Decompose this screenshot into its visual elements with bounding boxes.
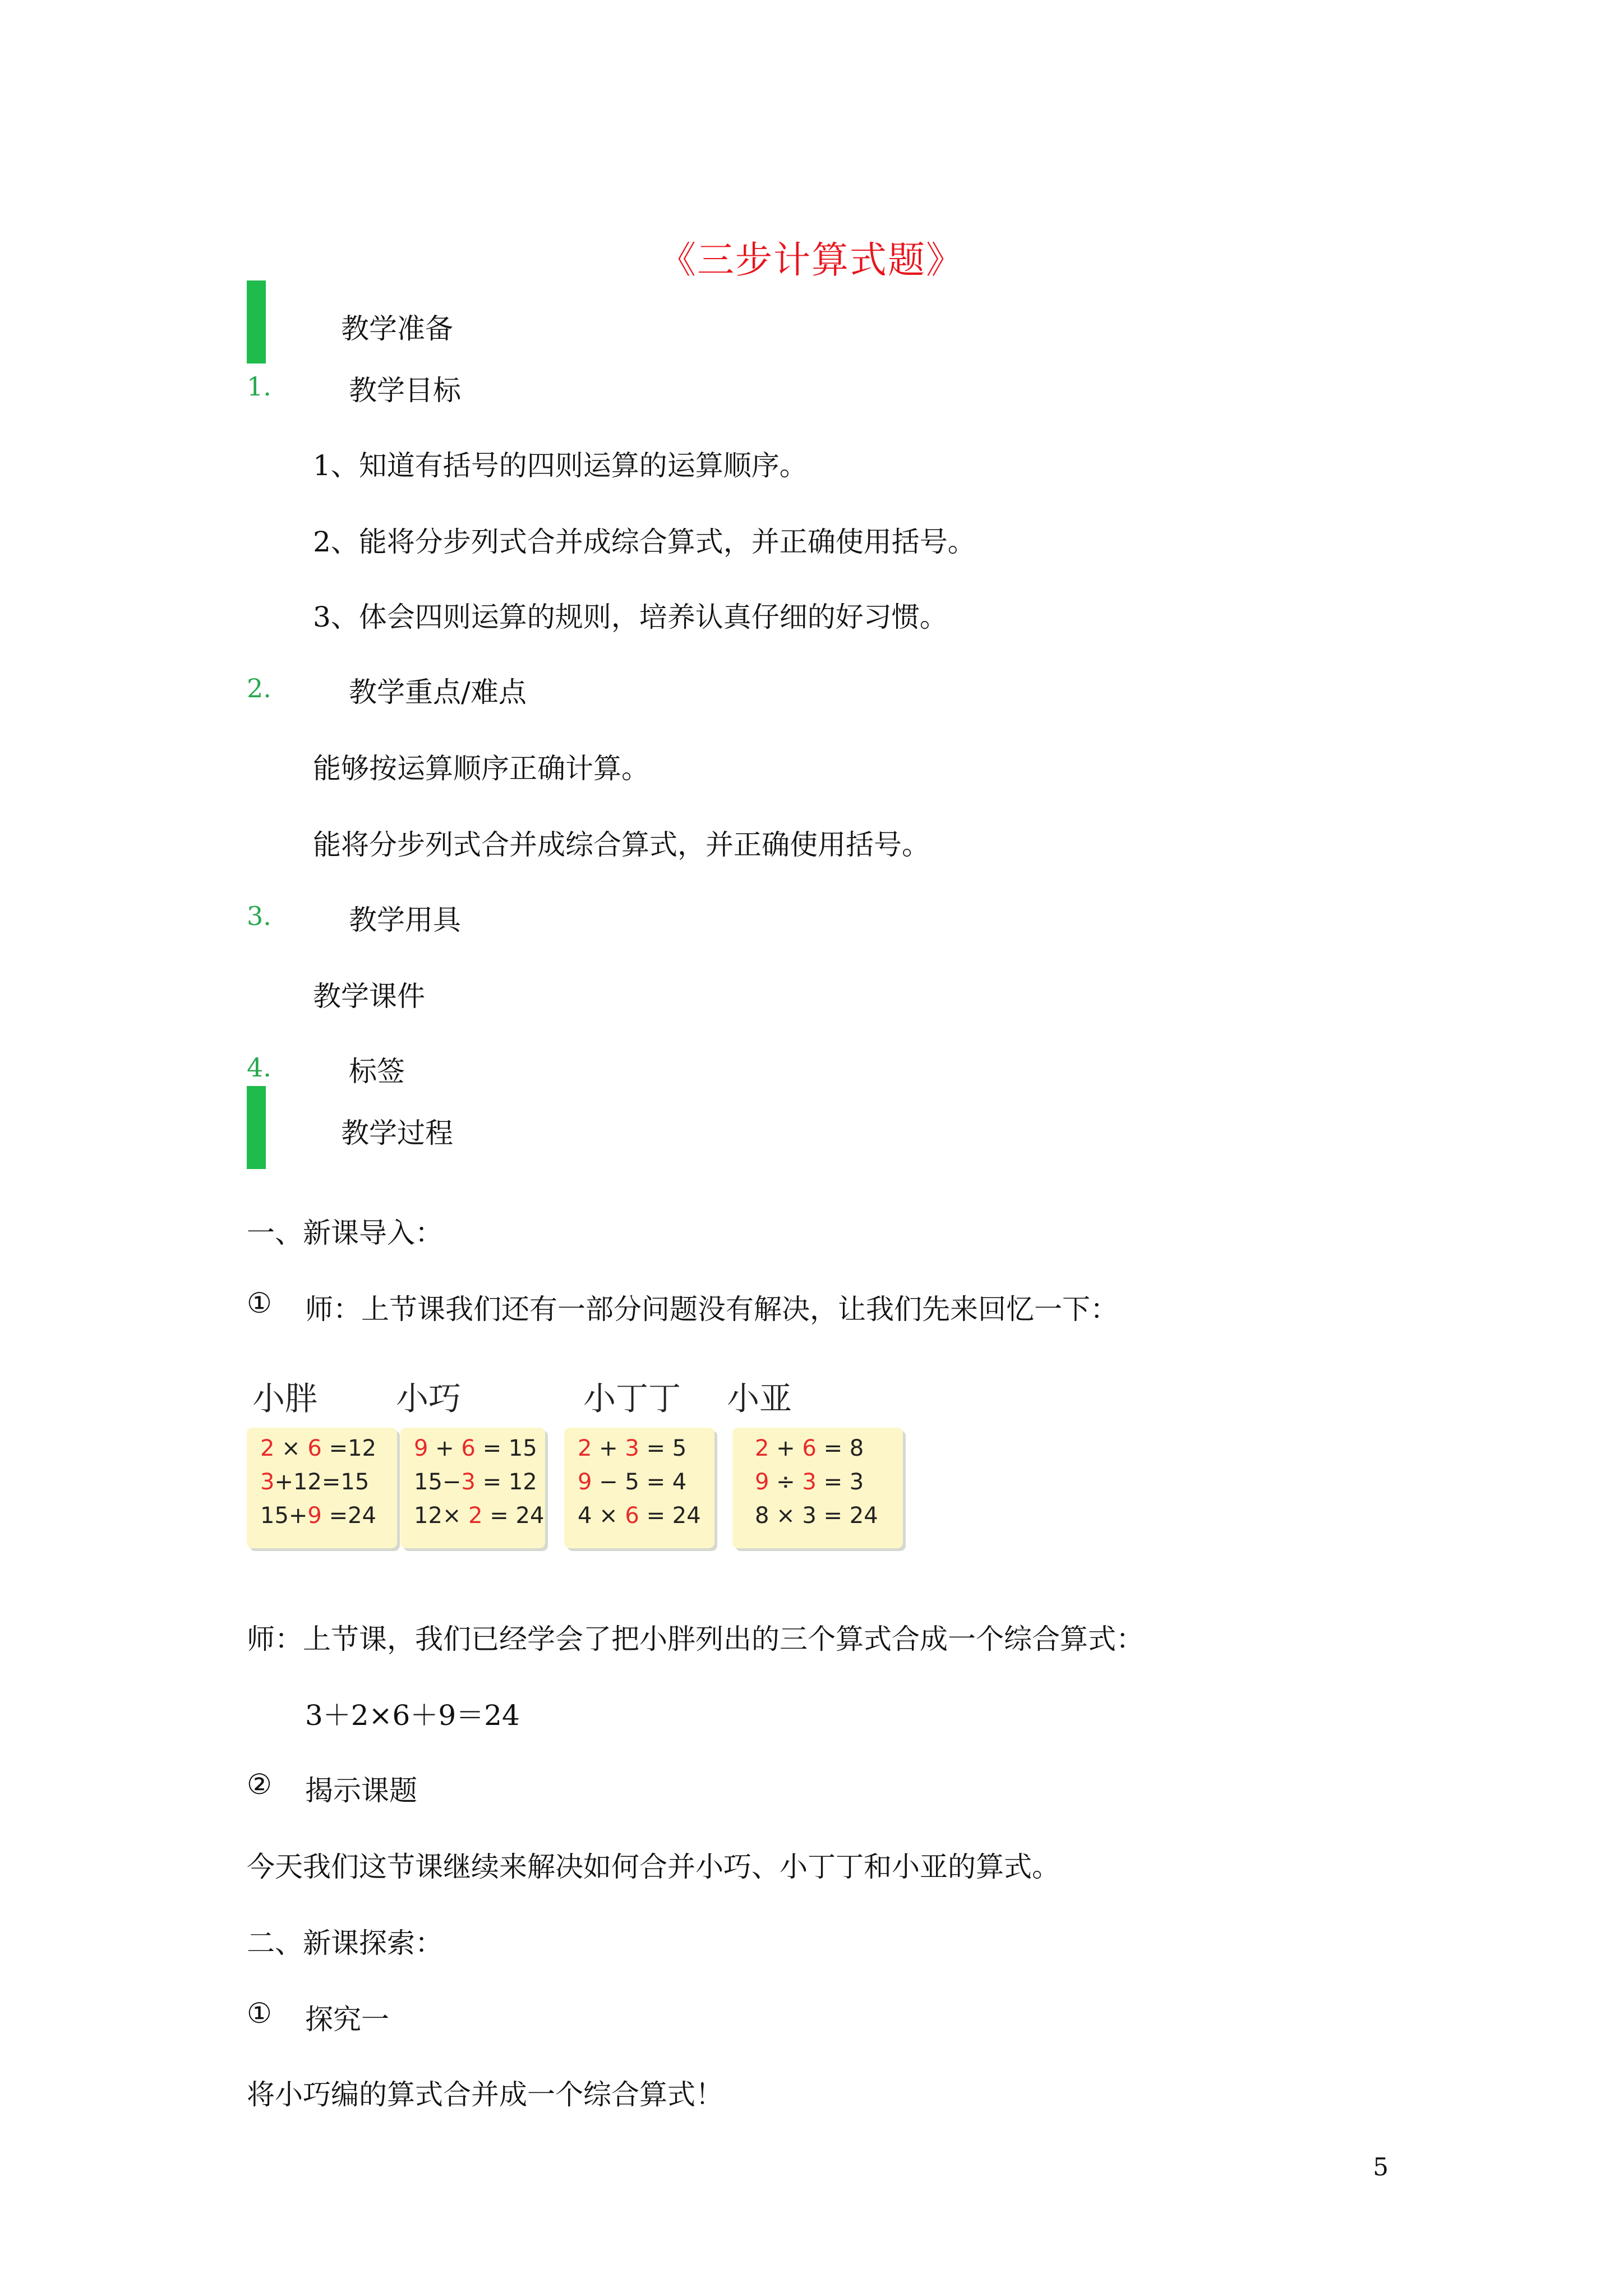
step-text: 探究一 bbox=[305, 2003, 389, 2036]
equation-card bbox=[247, 1428, 397, 1548]
equation-card bbox=[732, 1428, 903, 1548]
equation-line: 12× 2 = 24 bbox=[414, 1503, 545, 1529]
goal-line: 1、知道有括号的四则运算的运算顺序。 bbox=[313, 449, 808, 482]
step-marker: ① bbox=[247, 1997, 272, 2030]
intro-heading: 一、新课导入： bbox=[247, 1217, 443, 1249]
equation-line: 2 + 6 = 8 bbox=[755, 1435, 864, 1461]
section-heading-preparation: 教学准备 bbox=[341, 312, 453, 345]
page-number: 5 bbox=[1373, 2153, 1389, 2182]
section-marker-bar bbox=[247, 280, 266, 364]
equation-card bbox=[564, 1428, 714, 1548]
equation-line: 4 × 6 = 24 bbox=[578, 1503, 701, 1529]
equation-line: 15+9 =24 bbox=[260, 1503, 377, 1529]
equation-line: 2 × 6 =12 bbox=[260, 1435, 376, 1461]
goal-line: 2、能将分步列式合并成综合算式，并正确使用括号。 bbox=[313, 526, 976, 558]
item-heading-key-points: 教学重点/难点 bbox=[349, 676, 527, 708]
key-point-line: 能够按运算顺序正确计算。 bbox=[313, 752, 649, 785]
item-number: 1. bbox=[247, 371, 271, 402]
item-heading-tags: 标签 bbox=[349, 1055, 405, 1088]
equation-line: 3+12=15 bbox=[260, 1469, 370, 1495]
equation-line: 9 + 6 = 15 bbox=[414, 1435, 537, 1461]
student-name: 小丁丁 bbox=[583, 1379, 681, 1418]
item-number: 2. bbox=[247, 673, 271, 703]
review-text: 师：上节课，我们已经学会了把小胖列出的三个算式合成一个综合算式： bbox=[247, 1623, 1144, 1655]
today-text: 今天我们这节课继续来解决如何合并小巧、小丁丁和小亚的算式。 bbox=[247, 1851, 1060, 1883]
equation-line: 9 − 5 = 4 bbox=[578, 1469, 687, 1495]
tools-text: 教学课件 bbox=[313, 980, 425, 1013]
step-marker: ① bbox=[247, 1287, 272, 1319]
section-heading-process: 教学过程 bbox=[341, 1117, 453, 1149]
goal-line: 3、体会四则运算的规则，培养认真仔细的好习惯。 bbox=[313, 601, 948, 633]
item-heading-goals: 教学目标 bbox=[349, 374, 461, 407]
equation-line: 8 × 3 = 24 bbox=[755, 1503, 878, 1529]
equation-card bbox=[400, 1428, 545, 1548]
formula: 3＋2×6＋9＝24 bbox=[305, 1699, 520, 1732]
explore-task: 将小巧编的算式合并成一个综合算式！ bbox=[247, 2078, 723, 2111]
student-name: 小巧 bbox=[396, 1379, 462, 1418]
explore-heading: 二、新课探索： bbox=[247, 1927, 443, 1959]
item-number: 3. bbox=[247, 901, 271, 931]
section-marker-bar bbox=[247, 1086, 266, 1169]
step-marker: ② bbox=[247, 1768, 272, 1801]
step-text: 揭示课题 bbox=[305, 1774, 417, 1807]
document-title: 《三步计算式题》 bbox=[659, 238, 964, 282]
key-point-line: 能将分步列式合并成综合算式，并正确使用括号。 bbox=[313, 829, 930, 861]
equation-line: 2 + 3 = 5 bbox=[578, 1435, 687, 1461]
item-heading-tools: 教学用具 bbox=[349, 904, 461, 936]
item-number: 4. bbox=[247, 1052, 271, 1083]
student-name: 小亚 bbox=[727, 1379, 792, 1418]
equation-line: 9 ÷ 3 = 3 bbox=[755, 1469, 864, 1495]
student-name: 小胖 bbox=[252, 1379, 318, 1418]
step-text: 师：上节课我们还有一部分问题没有解决，让我们先来回忆一下： bbox=[305, 1293, 1118, 1326]
equation-line: 15−3 = 12 bbox=[414, 1469, 537, 1495]
